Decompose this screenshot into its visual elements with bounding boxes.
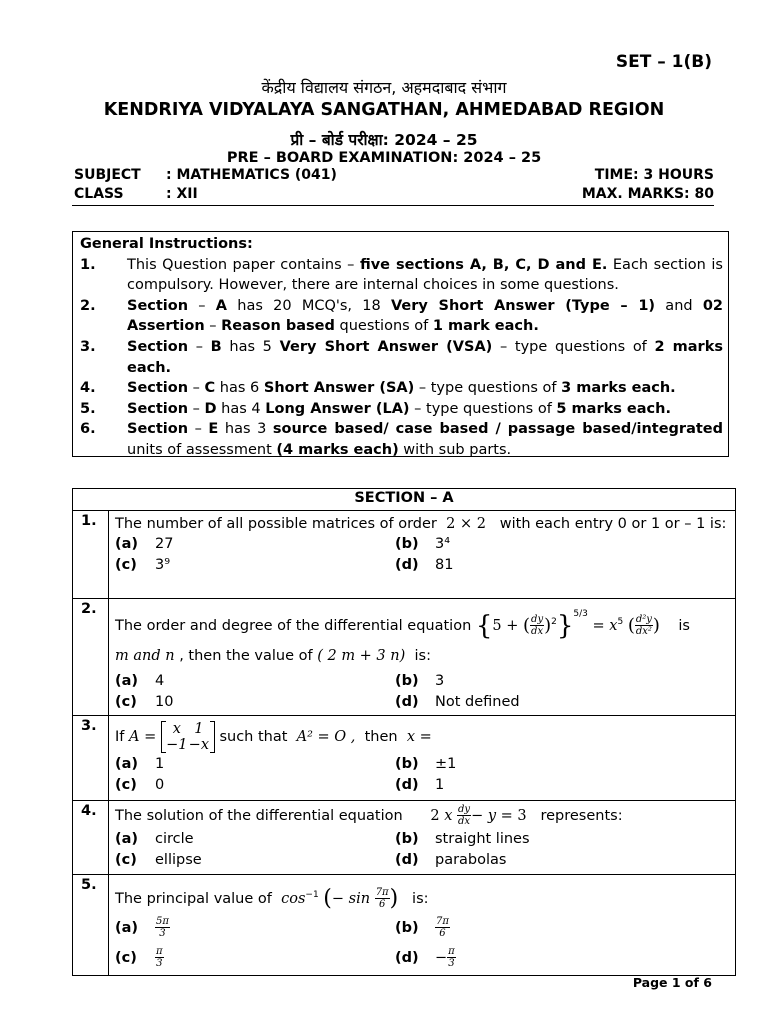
subject-row [74, 167, 714, 183]
instruction-item [80, 296, 723, 337]
option-value: 81 [435, 557, 454, 573]
option [395, 829, 729, 850]
option [395, 913, 729, 943]
option [115, 534, 395, 555]
option [395, 775, 729, 796]
option [115, 754, 395, 775]
question-number: 1. [73, 511, 109, 599]
option [115, 829, 395, 850]
instruction-number: 1. [80, 256, 96, 273]
question-text: is [678, 617, 690, 634]
instruction-text: Section – C has 6 Short Answer (SA) – type questions of 3 marks each. [127, 380, 676, 397]
instruction-number: 3. [80, 338, 96, 355]
option-value: 4 [155, 672, 165, 689]
option [115, 913, 395, 943]
option [115, 555, 395, 576]
instruction-item [80, 378, 723, 399]
question-number: 2. [73, 599, 109, 716]
question-math: A² = O , [296, 728, 356, 745]
option [395, 671, 729, 692]
option-value: $\frac{\pi}{3}$ [156, 946, 163, 970]
section-title: SECTION – A [73, 489, 736, 511]
option [395, 692, 729, 713]
question-row [73, 800, 736, 874]
option-label: (d) [395, 949, 419, 966]
option-value: ellipse [155, 851, 202, 868]
option-value: $\frac{5\pi}{3}$ [156, 916, 169, 940]
option-label: (a) [115, 536, 139, 552]
option-label: (c) [115, 776, 137, 793]
header-rule [72, 205, 714, 206]
question-number: 4. [73, 800, 109, 874]
option [115, 943, 395, 973]
class-row [74, 186, 714, 202]
option-label: (b) [395, 919, 419, 936]
option-value: 10 [155, 693, 174, 710]
option [395, 754, 729, 775]
question-text: , then the value of [179, 647, 313, 664]
option-value: − $\frac{\pi}{3}$ [435, 946, 455, 970]
option-value: 0 [155, 776, 165, 793]
instruction-item [80, 419, 723, 460]
subject-value: : MATHEMATICS (041) [166, 167, 337, 183]
hindi-org-title: केंद्रीय विद्यालय संगठन, अहमदाबाद संभाग [261, 78, 507, 97]
question-text: with each entry 0 or 1 or – 1 is: [499, 516, 727, 532]
question-text: If [115, 728, 125, 745]
option [395, 850, 729, 871]
option-label: (d) [395, 851, 419, 868]
question-number: 5. [73, 874, 109, 975]
option [115, 775, 395, 796]
option-label: (c) [115, 949, 137, 966]
instruction-number: 4. [80, 380, 96, 397]
time-label: TIME: 3 HOURS [594, 167, 714, 183]
inverse-cos-expression: $\cos^{-1}$ (− sin $\frac{7\pi}{6}$ ) [281, 885, 399, 911]
option-label: (d) [395, 557, 419, 573]
option-value: straight lines [435, 830, 530, 847]
question-number: 3. [73, 715, 109, 800]
instruction-item [80, 255, 723, 296]
page-footer: Page 1 of 6 [632, 975, 712, 990]
hindi-exam-title: प्री – बोर्ड परीक्षा: 2024 – 25 [290, 131, 478, 149]
instruction-item [80, 337, 723, 378]
option-label: (b) [395, 755, 419, 772]
instruction-text: Section – D has 4 Long Answer (LA) – type questions of 5 marks each. [127, 400, 671, 417]
instruction-text: Section – B has 5 Very Short Answer (VSA) – type questions of 2 marks each. [127, 338, 723, 376]
instruction-text: Section – E has 3 source based/ case based / passage based/integrated units of assessment (4 marks each) with sub parts. [127, 421, 724, 458]
instructions-title: General Instructions: [80, 236, 253, 252]
option [115, 671, 395, 692]
option-value: Not defined [435, 693, 520, 710]
instruction-number: 6. [80, 421, 96, 438]
option-label: (c) [115, 557, 137, 573]
option-label: (d) [395, 776, 419, 793]
option-value: 3⁹ [155, 557, 171, 573]
class-value: : XII [166, 186, 198, 202]
option-label: (b) [395, 830, 419, 847]
instruction-text: This Question paper contains – five sections A, B, C, D and E. Each section is compulsory. However, there are internal choices in some questions. [127, 256, 723, 294]
class-key: CLASS [74, 186, 124, 202]
questions-table [72, 488, 736, 976]
question-text: represents: [540, 807, 623, 824]
option-value: 27 [155, 536, 174, 552]
option [395, 534, 729, 555]
option [115, 850, 395, 871]
question-math: m and n [115, 647, 175, 664]
question-text: The solution of the differential equation [115, 807, 403, 824]
instruction-number: 5. [80, 400, 96, 417]
differential-equation: {5 + ( $\frac{dy}{dx}$ )$^2\}^{5/3} = x^5$ ( $\frac{\text{d²y}}{\text{dx²}}$ ) [475, 609, 660, 641]
matrix: x 1 −1−x [161, 721, 215, 753]
question-text: The order and degree of the differential equation [115, 617, 472, 634]
question-text: The principal value of [115, 890, 272, 907]
instruction-text: Section – A has 20 MCQ's, 18 Very Short Answer (Type – 1) and 02 Assertion – Reason based questions of 1 mark each. [127, 297, 724, 335]
question-math: x = [406, 728, 432, 745]
exam-title: PRE – BOARD EXAMINATION: 2024 – 25 [226, 150, 542, 166]
option-value: parabolas [435, 851, 507, 868]
option-label: (d) [395, 693, 419, 710]
option-label: (a) [115, 830, 139, 847]
question-math: ( 2 m + 3 n) [317, 647, 406, 664]
option-label: (c) [115, 693, 137, 710]
question-text: such that [219, 728, 288, 745]
option-label: (b) [395, 672, 419, 689]
org-title: KENDRIYA VIDYALAYA SANGATHAN, AHMEDABAD REGION [103, 100, 665, 120]
option-label: (c) [115, 851, 137, 868]
question-row [73, 599, 736, 716]
option-label: (b) [395, 536, 419, 552]
option-label: (a) [115, 672, 139, 689]
question-math: A = [129, 728, 157, 745]
option-label: (a) [115, 919, 139, 936]
option [395, 943, 729, 973]
question-math: 2 × 2 [446, 516, 486, 532]
option [395, 555, 729, 576]
question-text: is: [412, 890, 429, 907]
question-row [73, 511, 736, 599]
option-value: ±1 [435, 755, 457, 772]
option-label: (a) [115, 755, 139, 772]
question-text: then [364, 728, 398, 745]
question-row [73, 715, 736, 800]
option-value: circle [155, 830, 194, 847]
differential-equation: 2 x $\frac{dy}{dx}$ − y = 3 [430, 804, 527, 828]
marks-label: MAX. MARKS: 80 [581, 186, 714, 202]
question-text: is: [414, 647, 431, 664]
option-value: 3⁴ [435, 536, 451, 552]
question-row [73, 874, 736, 975]
instruction-item [80, 399, 723, 420]
option-value: 1 [435, 776, 445, 793]
option-value: 1 [155, 755, 165, 772]
option-value: 3 [435, 672, 445, 689]
option [115, 692, 395, 713]
set-label: SET – 1(B) [615, 52, 712, 72]
subject-key: SUBJECT [74, 167, 141, 183]
question-text: The number of all possible matrices of order [115, 516, 437, 532]
general-instructions [72, 231, 729, 457]
option-value: $\frac{7\pi}{6}$ [436, 916, 449, 940]
instruction-number: 2. [80, 297, 96, 314]
